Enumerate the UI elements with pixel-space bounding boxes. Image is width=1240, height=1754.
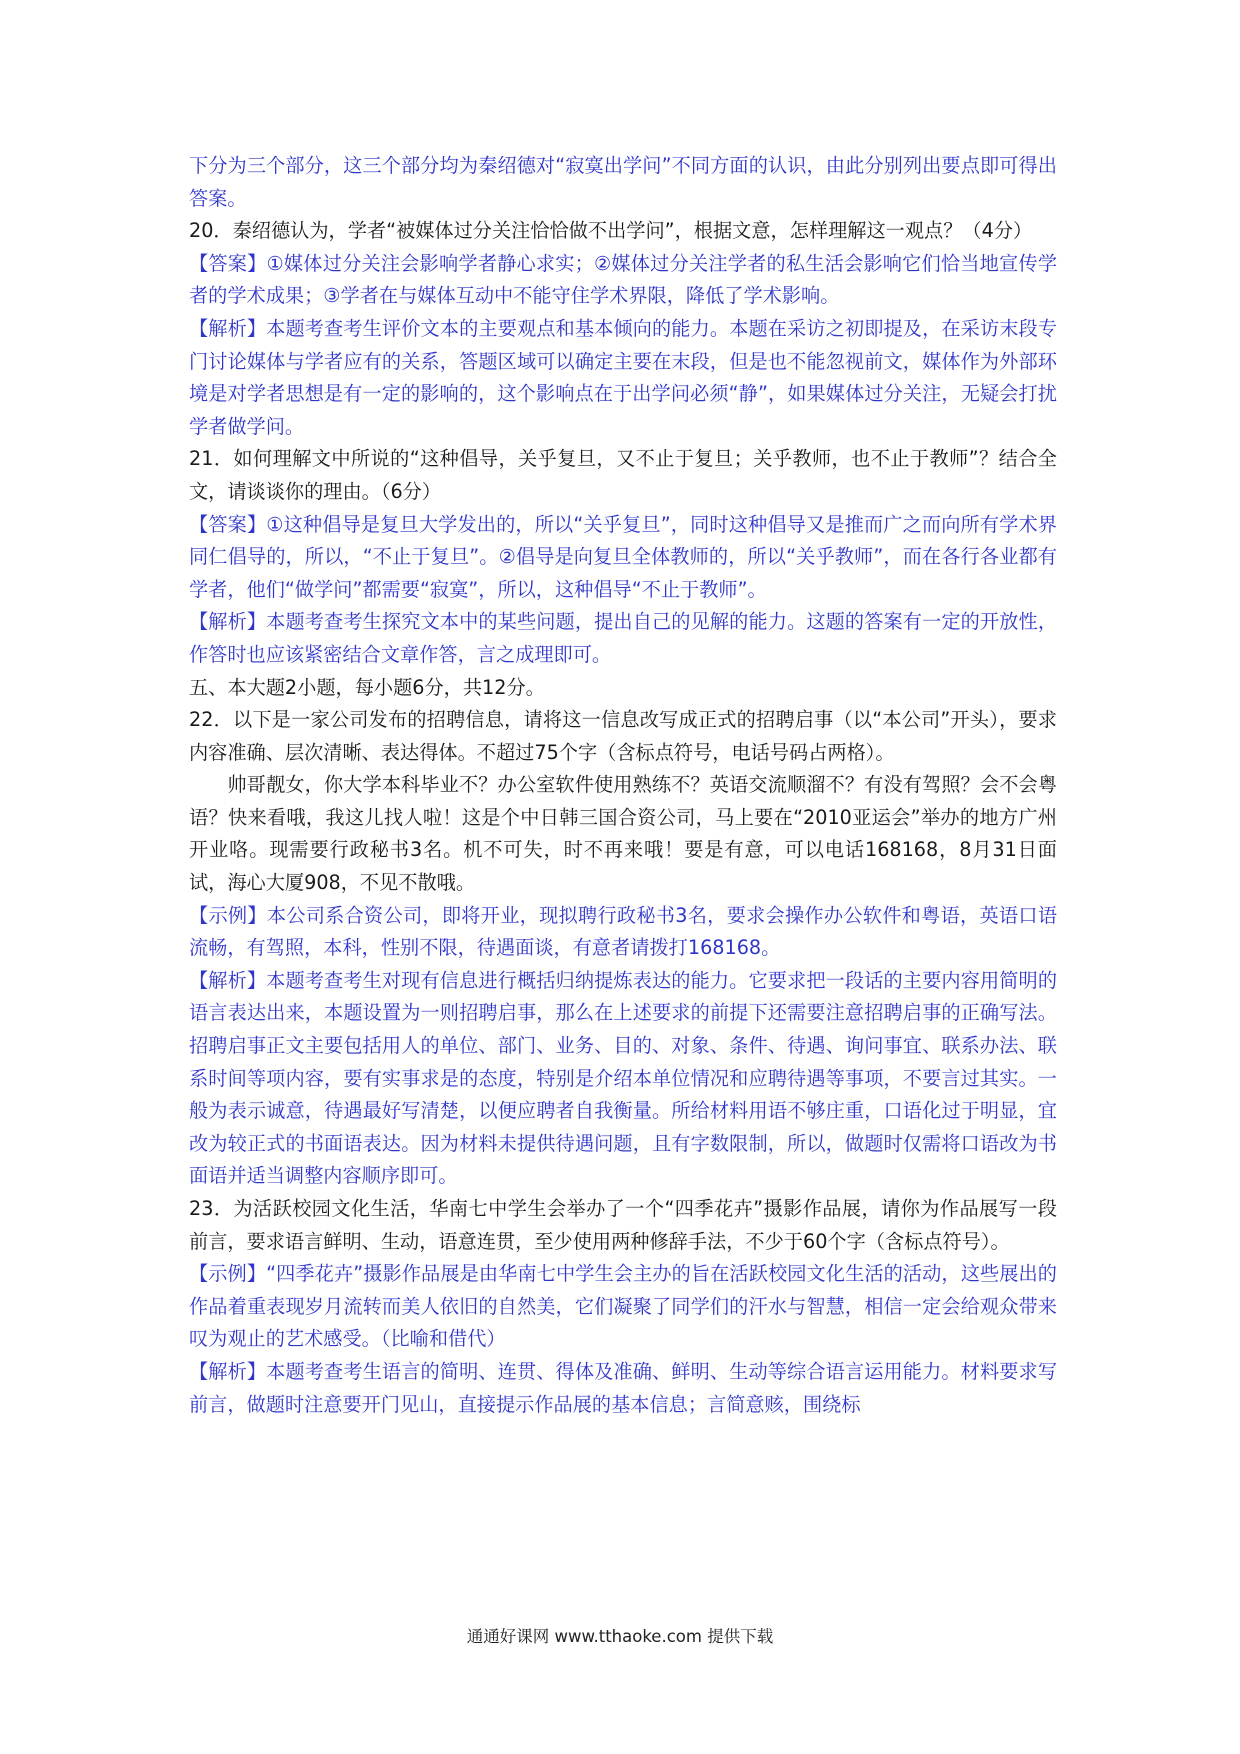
example-22 xyxy=(189,900,1057,965)
example-text: 本公司系合资公司，即将开业，现拟聘行政秘书3名，要求会操作办公软件和粤语，英语口语流畅，有驾照，本科，性别不限，待遇面谈，有意者请拨打168168。 xyxy=(189,903,1058,960)
analysis-tag: 【解析】 xyxy=(189,316,267,340)
analysis-text: 本题考查考生语言的简明、连贯、得体及准确、鲜明、生动等综合语言运用能力。材料要求写前言，做题时注意要开门见山，直接提示作品展的基本信息；言简意赅，围绕标 xyxy=(189,1359,1058,1416)
example-tag: 【示例】 xyxy=(189,903,267,927)
question-22: 22．以下是一家公司发布的招聘信息，请将这一信息改写成正式的招聘启事（以“本公司”开头），要求内容准确、层次清晰、表达得体。不超过75个字（含标点符号，电话号码占两格）。 xyxy=(189,708,1057,764)
answer-20 xyxy=(189,248,1057,313)
answer-tag: 【答案】 xyxy=(189,512,267,536)
analysis-text: 本题考查考生探究文本中的某些问题，提出自己的见解的能力。这题的答案有一定的开放性，作答时也应该紧密结合文章作答，言之成理即可。 xyxy=(189,610,1058,666)
answer-21 xyxy=(189,509,1057,607)
example-tag: 【示例】 xyxy=(189,1262,267,1286)
question-23: 23．为活跃校园文化生活，华南七中学生会举办了一个“四季花卉”摄影作品展，请你为作品展写一段前言，要求语言鲜明、生动，语意连贯，至少使用两种修辞手法，不少于60个字（含标点符号）。 xyxy=(189,1197,1057,1253)
analysis-tag: 【解析】 xyxy=(189,610,267,634)
analysis-23 xyxy=(189,1356,1057,1421)
question-21: 21．如何理解文中所说的“这种倡导，关乎复旦，又不止于复旦；关乎教师，也不止于教师”？结合全文，请谈谈你的理由。（6分） xyxy=(189,447,1057,503)
example-text: “四季花卉”摄影作品展是由华南七中学生会主办的旨在活跃校园文化生活的活动，这些展出的作品着重表现岁月流转而美人依旧的自然美，它们凝聚了同学们的汗水与智慧，相信一定会给观众带来叹为观止的艺术感受。（比喻和借代） xyxy=(189,1262,1057,1351)
document-body xyxy=(189,150,1057,1421)
analysis-text: 本题考查考生对现有信息进行概括归纳提炼表达的能力。它要求把一段话的主要内容用简明的语言表达出来，本题设置为一则招聘启事，那么在上述要求的前提下还需要注意招聘启事的正确写法。招聘启事正文主要包括用人的单位、部门、业务、目的、对象、条件、待遇、询问事宜、联系办法、联系时间等项内容，要有实事求是的态度，特别是介绍本单位情况和应聘待遇等事项，不要言过其实。一般为表示诚意，待遇最好写清楚，以便应聘者自我衡量。所给材料用语不够庄重，口语化过于明显，宜改为较正式的书面语表达。因为材料未提供待遇问题，且有字数限制，所以，做题时仅需将口语改为书面语并适当调整内容顺序即可。 xyxy=(189,968,1058,1188)
recruitment-material: 帅哥靓女，你大学本科毕业不？办公室软件使用熟练不？英语交流顺溜不？有没有驾照？会不会粤语？快来看哦，我这儿找人啦！这是个中日韩三国合资公司，马上要在“2010亚运会”举办的地方广州开业咯。现需要行政秘书3名。机不可失，时不再来哦！要是有意，可以电话168168，8月31日面试，海心大厦908，不见不散哦。 xyxy=(189,773,1057,895)
analysis-tag: 【解析】 xyxy=(189,1359,267,1383)
analysis-text: 本题考查考生评价文本的主要观点和基本倾向的能力。本题在采访之初即提及，在采访末段专门讨论媒体与学者应有的关系，答题区域可以确定主要在末段，但是也不能忽视前文，媒体作为外部环境是对学者思想是有一定的影响的，这个影响点在于出学问必须“静”，如果媒体过分关注，无疑会打扰学者做学问。 xyxy=(189,316,1058,438)
page-footer: 通通好课网 www.tthaoke.com 提供下载 xyxy=(466,1627,774,1646)
section-five-heading: 五、本大题2小题，每小题6分，共12分。 xyxy=(189,675,545,699)
paragraph-analysis-continuation: 下分为三个部分，这三个部分均为秦绍德对“寂寞出学问”不同方面的认识，由此分别列出要点即可得出答案。 xyxy=(189,154,1057,210)
example-23 xyxy=(189,1258,1057,1356)
question-20: 20．秦绍德认为，学者“被媒体过分关注恰恰做不出学问”，根据文意，怎样理解这一观点？（4分） xyxy=(189,219,1033,243)
answer-tag: 【答案】 xyxy=(189,251,267,275)
analysis-20 xyxy=(189,313,1057,443)
analysis-22 xyxy=(189,965,1057,1193)
answer-text: ①这种倡导是复旦大学发出的，所以“关乎复旦”，同时这种倡导又是推而广之而向所有学术界同仁倡导的，所以，“不止于复旦”。②倡导是向复旦全体教师的，所以“关乎教师”，而在各行各业都有学者，他们“做学问”都需要“寂寞”，所以，这种倡导“不止于教师”。 xyxy=(189,512,1057,601)
analysis-tag: 【解析】 xyxy=(189,968,267,992)
analysis-21 xyxy=(189,606,1057,671)
answer-text: ①媒体过分关注会影响学者静心求实；②媒体过分关注学者的私生活会影响它们恰当地宣传学者的学术成果；③学者在与媒体互动中不能守住学术界限，降低了学术影响。 xyxy=(189,251,1058,308)
